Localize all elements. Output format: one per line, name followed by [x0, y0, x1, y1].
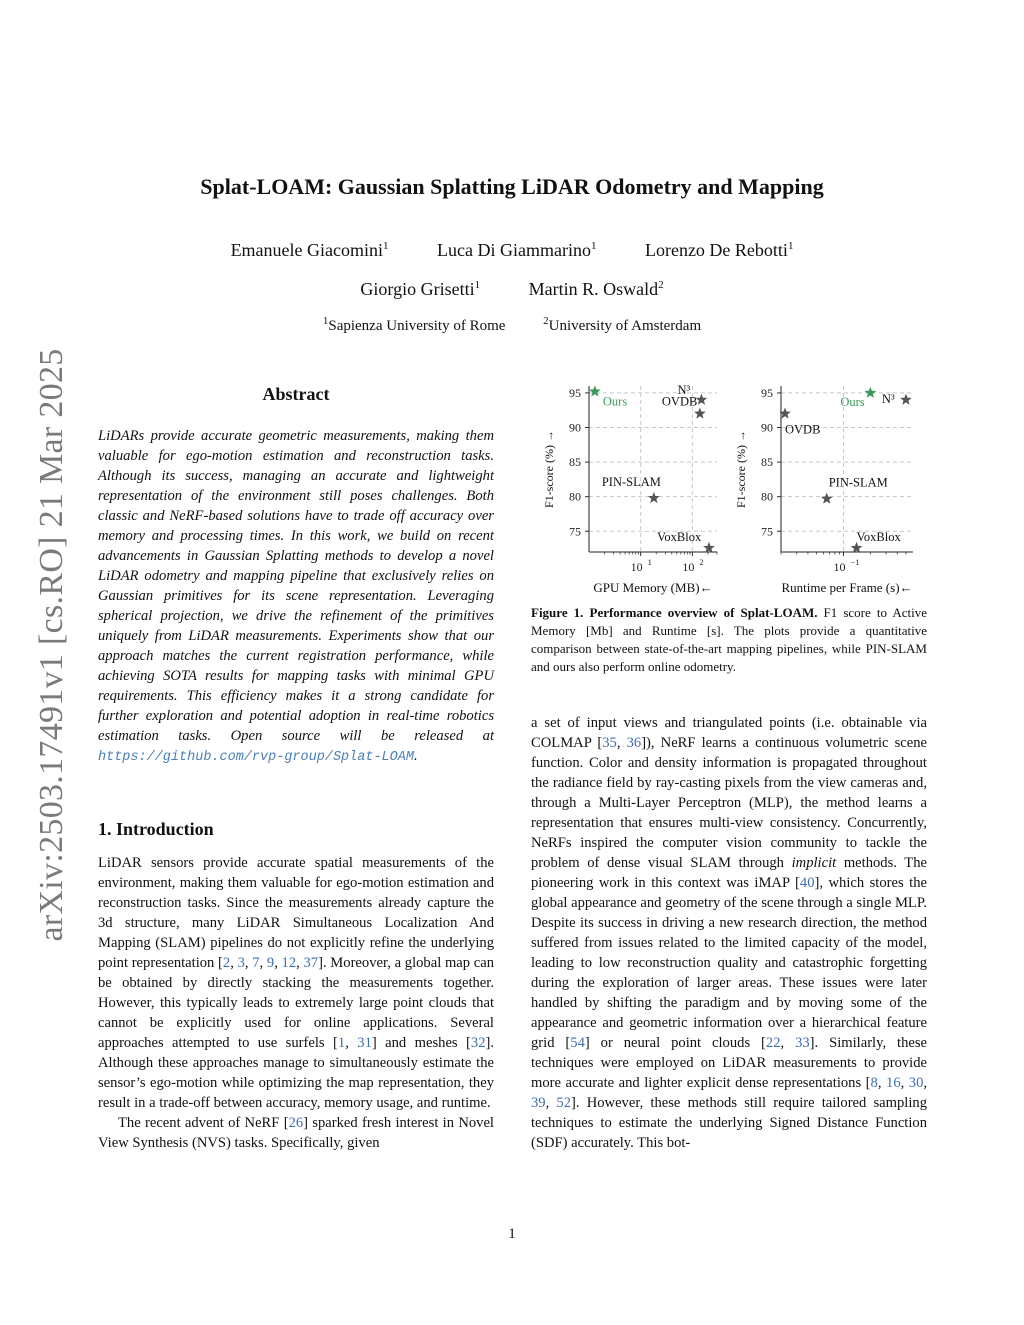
citation-link[interactable]: 35 — [602, 735, 617, 751]
citation-link[interactable]: 2 — [222, 955, 231, 971]
figure-caption: Figure 1. Performance overview of Splat-LOAM. F1 score to Active Memory [Mb] and Runtime [s]. The plots provide a quantitative comparison between state-of-the-art mapping pipelines, while PIN-SLAM and ours also perform online odometry. — [531, 605, 927, 674]
y-tick-label: 95 — [569, 385, 581, 400]
citation-link[interactable]: 16 — [886, 1075, 901, 1091]
y-tick-label: 90 — [569, 420, 581, 435]
citation-link[interactable]: 26 — [288, 1115, 304, 1131]
x-tick-exponent: 2 — [699, 557, 704, 567]
paper-title: Splat-LOAM: Gaussian Splatting LiDAR Odometry and Mapping — [200, 174, 824, 199]
x-tick-exponent: 1 — [647, 557, 652, 567]
y-tick-label: 85 — [761, 455, 773, 470]
arxiv-stamp-text: arXiv:2503.17491v1 [cs.RO] 21 Mar 2025 — [33, 348, 70, 942]
data-point-n- — [900, 394, 912, 405]
y-tick-label: 80 — [761, 489, 773, 504]
author: Luca Di Giammarino$^1$ — [437, 240, 597, 260]
abstract-body: LiDARs provide accurate geometric measurements, making them valuable for ego-motion estimation and reconstruction tasks. Although its success, managing an accurate and lightweight representation of the environment still poses challenges. Both classic and NeRF-based solutions have to trade off accuracy over memory and processing times. In this work, we build on recent advancements in Gaussian Splatting methods to develop a novel LiDAR odometry and mapping pipeline that exclusively relies on Gaussian primitives for its scene representation. Leveraging spherical projection, we drive the refinement of the primitives uniquely from LiDAR measurements. Experiments show that our approach matches the current registration performance, while achieving SOTA results for mapping tasks with minimal GPU requirements. This efficiency makes it a strong candidate for further exploration and potential adoption in real-time robotics estimation tasks. Open source will be released at https://github.com/rvp-group/Splat-LOAM. — [98, 428, 494, 765]
y-tick-label: 95 — [761, 385, 773, 400]
chart-gpu-memory — [542, 383, 717, 595]
intro-paragraph: LiDAR sensors provide accurate spatial measurements of the environment, making them valuable for ego-motion estimation and reconstruction tasks. Since the measurements already capture the 3d structure, many LiDAR Simultaneous Localization And Mapping (SLAM) pipelines do not explicitly refine the underlying point representation [2, 3, 7, 9, 12, 37]. Moreover, a global map can be obtained by directly stacking the measurements together. However, this typically leads to extremely large point clouds that cannot be explicitly used for online applications. Several approaches attempted to use surfels [1, 31] and meshes [32]. Although these approaches manage to simultaneously estimate the sensor’s ego-motion while optimizing the map representation, they result in a trade-off between accuracy, memory usage, and runtime. — [98, 855, 495, 1111]
authors-row-2 — [0, 279, 1024, 300]
authors-row-1 — [0, 240, 1024, 261]
author: Emanuele Giacomini$^1$ — [230, 240, 389, 260]
y-tick-label: 85 — [569, 455, 581, 470]
data-point-ovdb — [694, 407, 706, 418]
citation-link[interactable]: 7 — [252, 955, 260, 971]
citation-link[interactable]: 39 — [531, 1095, 546, 1111]
y-tick-label: 80 — [569, 489, 581, 504]
page-number: 1 — [508, 1226, 516, 1242]
affiliations — [0, 315, 1024, 335]
x-tick-exponent: −1 — [850, 557, 860, 567]
y-tick-label: 75 — [569, 524, 581, 539]
x-tick-label: 10 — [682, 560, 695, 574]
figure-1-charts — [531, 372, 927, 602]
chart-runtime — [734, 386, 913, 595]
citation-link[interactable]: 22 — [765, 1035, 781, 1051]
affiliation: $^1$Sapienza University of Rome — [322, 315, 506, 334]
data-label: Ours — [840, 394, 865, 409]
citation-link[interactable]: 9 — [266, 955, 275, 971]
author: Lorenzo De Rebotti$^1$ — [644, 240, 794, 260]
x-tick-label: 10 — [630, 560, 643, 574]
author: Giorgio Grisetti$^1$ — [360, 279, 481, 299]
citation-link[interactable]: 54 — [570, 1035, 585, 1051]
data-label: PIN-SLAM — [828, 475, 888, 490]
y-tick-label: 90 — [761, 420, 773, 435]
author: Martin R. Oswald$^2$ — [528, 279, 664, 299]
citation-link[interactable]: 36 — [626, 735, 642, 751]
citation-link[interactable]: 52 — [556, 1095, 572, 1111]
data-point-pin-slam — [821, 493, 833, 504]
citation-link[interactable]: 30 — [908, 1075, 924, 1091]
data-label: N³ — [677, 382, 691, 397]
x-axis-label: GPU Memory (MB)← — [593, 580, 713, 595]
citation-link[interactable]: 31 — [357, 1035, 372, 1051]
abstract-heading: Abstract — [262, 384, 330, 404]
data-point-ours — [589, 385, 601, 396]
citation-link[interactable]: 8 — [870, 1075, 878, 1091]
data-label: N³ — [881, 391, 895, 406]
citation-link[interactable]: 32 — [470, 1035, 486, 1051]
data-label: VoxBlox — [656, 530, 702, 544]
data-point-voxblox — [703, 542, 715, 553]
citation-link[interactable]: 1 — [337, 1035, 346, 1051]
x-tick-label: 10 — [833, 560, 846, 574]
intro-body — [98, 853, 494, 1153]
citation-link[interactable]: 37 — [303, 955, 319, 971]
intro-heading: 1. Introduction — [98, 819, 214, 839]
y-axis-label: F1-score (%) → — [542, 430, 556, 508]
right-column-body: a set of input views and triangulated points (i.e. obtainable via COLMAP [35, 36]), NeRF learns a continuous volumetric scene function. Color and density information is propagated throughout the radiance field by ray-casting pixels from the view cameras and, through a Multi-Layer Perceptron (MLP), the method learns a representation that ensures multi-view consistency. Concurrently, NeRFs inspired the computer vision community to tackle the problem of dense visual SLAM through implicit methods. The pioneering work in this context was iMAP [40], which stores the global appearance and geometry of the scene through a single MLP. Despite its success in driving a new research direction, the method suffered from issues related to the limited capacity of the model, leading to low reconstruction quality and catastrophic forgetting during the exploration of larger areas. These issues were later handled by shifting the paradigm and by moving some of the appearance and geometric information over a hierarchical feature grid [54] or neural point clouds [22, 33]. Similarly, these techniques were employed on LiDAR measurements to provide more accurate and lighter explicit dense representations [8, 16, 30, 39, 52]. However, these methods still require tailored sampling techniques to estimate the underlying Signed Distance Function (SDF) accurately. This bot- — [531, 715, 928, 1151]
x-axis-label: Runtime per Frame (s)← — [781, 580, 913, 595]
data-label: OVDB — [785, 422, 821, 437]
data-label: Ours — [602, 394, 628, 409]
citation-link[interactable]: 40 — [799, 875, 815, 891]
data-point-ours — [864, 387, 876, 398]
citation-link[interactable]: 12 — [281, 955, 297, 971]
citation-link[interactable]: 33 — [795, 1035, 810, 1051]
data-label: VoxBlox — [856, 530, 901, 544]
intro-paragraph: The recent advent of NeRF [26] sparked fresh interest in Novel View Synthesis (NVS) tasks. Specifically, given — [98, 1115, 494, 1151]
data-label: PIN-SLAM — [601, 475, 661, 490]
data-point-pin-slam — [648, 492, 660, 503]
citation-link[interactable]: 3 — [237, 955, 245, 971]
affiliation: $^2$University of Amsterdam — [543, 315, 702, 334]
y-axis-label: F1-score (%) → — [734, 430, 748, 508]
repo-link[interactable]: https://github.com/rvp-group/Splat-LOAM — [98, 750, 414, 765]
data-label: OVDB — [661, 394, 698, 409]
y-tick-label: 75 — [761, 524, 773, 539]
